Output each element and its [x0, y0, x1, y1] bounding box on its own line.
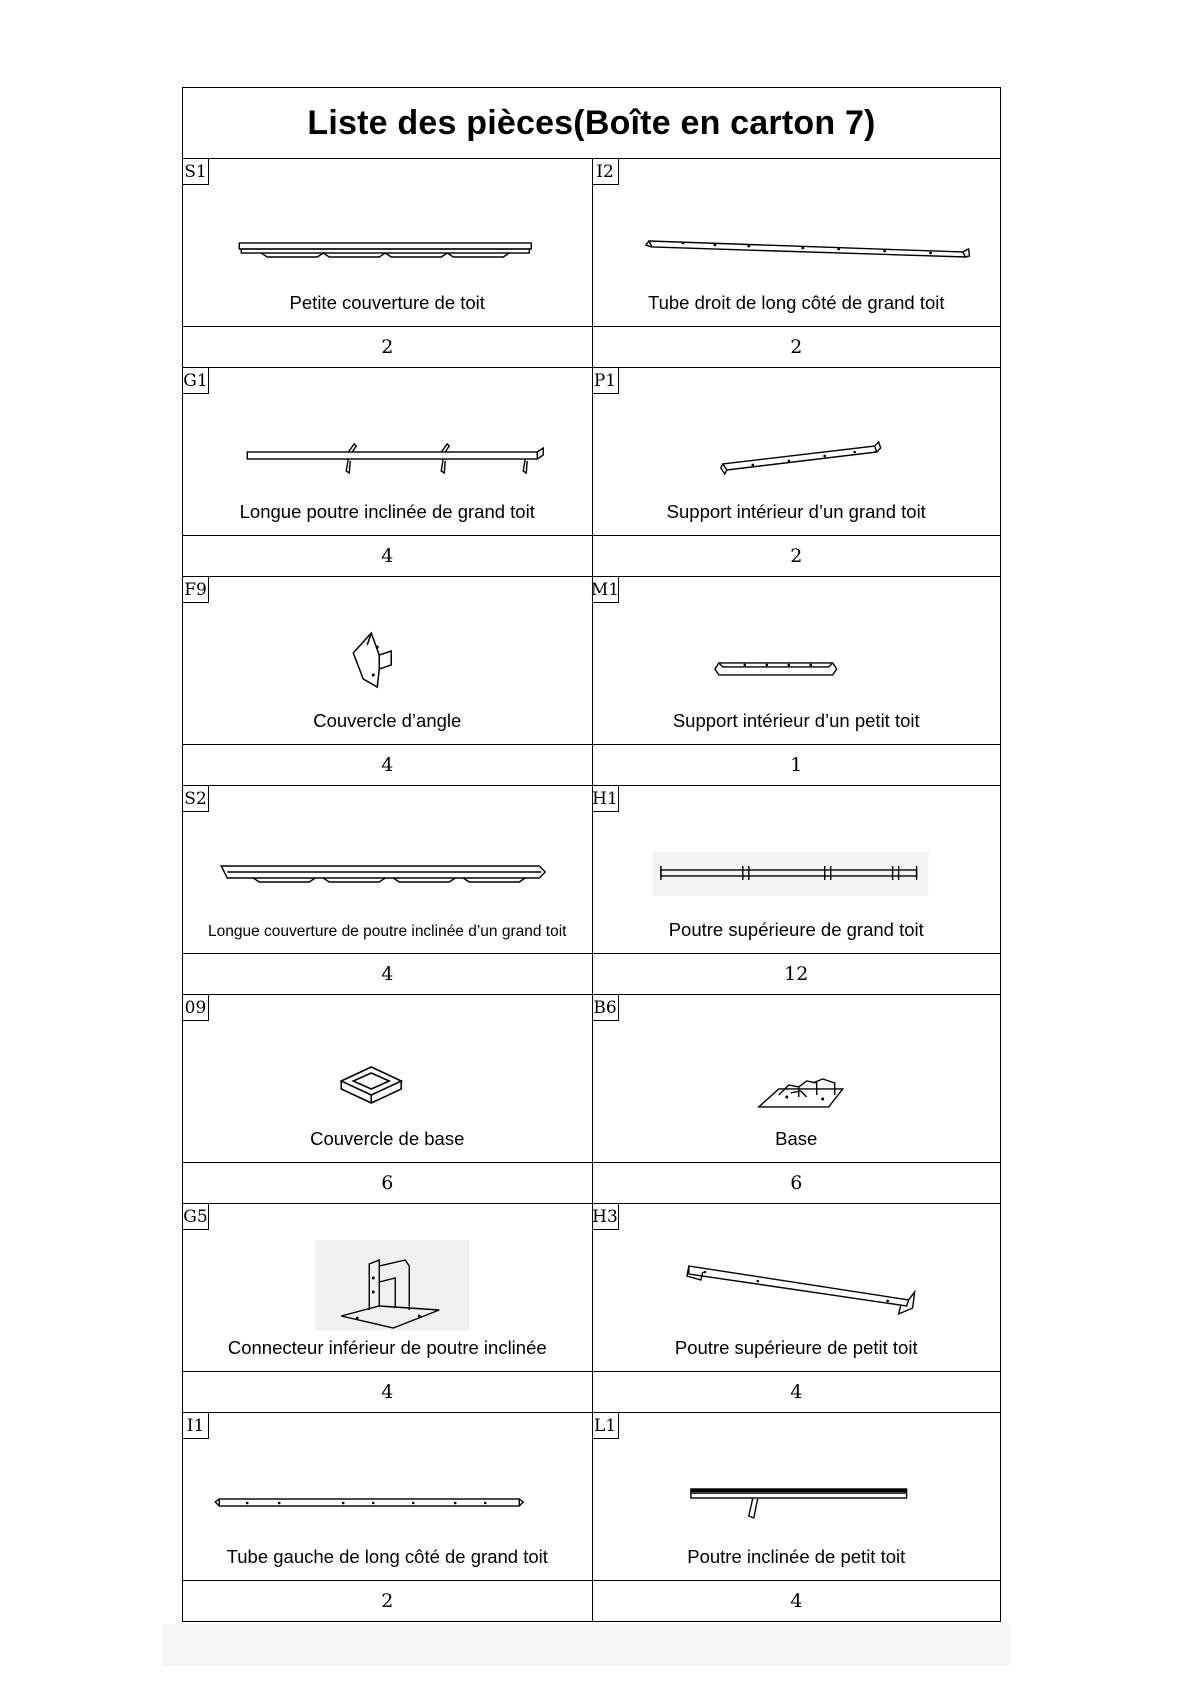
part-cell-g5 [183, 1204, 592, 1412]
part-code: G1 [183, 368, 209, 394]
part-image-area [593, 1413, 1001, 1581]
part-code: S1 [183, 159, 209, 185]
long-cover-strip-icon [183, 812, 592, 912]
part-image-area [183, 159, 592, 327]
part-cell-h3 [592, 1204, 1001, 1412]
part-image-area [593, 159, 1001, 327]
parts-row [183, 577, 1000, 786]
part-name: Couvercle de base [310, 1128, 465, 1149]
part-cell-i2 [592, 159, 1001, 367]
part-image-area [183, 577, 592, 745]
part-name: Base [775, 1128, 818, 1149]
part-code: G5 [183, 1204, 209, 1230]
part-image-area [183, 1204, 592, 1372]
part-code: H1 [593, 786, 619, 812]
left-tube-icon [183, 1439, 592, 1539]
part-quantity: 2 [790, 545, 803, 567]
small-sloped-beam-icon [593, 1439, 1001, 1539]
part-name: Longue couverture de poutre inclinée d’un grand toit [208, 923, 567, 940]
part-code: P1 [593, 368, 619, 394]
part-cell-g1 [183, 368, 592, 576]
part-cell-l1 [592, 1413, 1001, 1621]
small-top-beam-icon [593, 1230, 1001, 1330]
sloped-beam-icon [183, 394, 592, 494]
part-name: Longue poutre inclinée de grand toit [239, 501, 535, 522]
base-plate-icon [593, 1021, 1001, 1121]
corner-cover-icon [183, 603, 592, 703]
part-quantity: 12 [784, 963, 809, 985]
part-name: Support intérieur d’un petit toit [672, 710, 920, 731]
part-image-area [183, 368, 592, 536]
part-image-area [590, 577, 1001, 745]
part-name: Petite couverture de toit [289, 292, 485, 313]
long-tube-icon [593, 185, 1001, 285]
part-code: F9 [183, 577, 209, 603]
part-code: I1 [183, 1413, 209, 1439]
page-bottom-shade [162, 1624, 1010, 1666]
part-quantity: 6 [381, 1172, 394, 1194]
part-code: L1 [593, 1413, 619, 1439]
parts-row [183, 995, 1000, 1204]
part-image-area [593, 368, 1001, 536]
parts-list-title: Liste des pièces(Boîte en carton 7) [183, 88, 1000, 159]
part-code: B6 [593, 995, 619, 1021]
part-quantity: 4 [381, 963, 394, 985]
part-quantity: 2 [381, 336, 394, 358]
part-cell-b6 [592, 995, 1001, 1203]
part-code: 09 [183, 995, 209, 1021]
part-quantity: 4 [790, 1590, 803, 1612]
part-cell-m1 [592, 577, 1001, 785]
part-cell-h1 [592, 786, 1001, 994]
part-quantity: 4 [790, 1381, 803, 1403]
part-quantity: 2 [790, 336, 803, 358]
part-cell-s1 [183, 159, 592, 367]
part-name: Tube gauche de long côté de grand toit [226, 1546, 548, 1567]
part-name: Poutre supérieure de petit toit [674, 1337, 918, 1358]
part-image-area [183, 786, 592, 954]
part-image-area [593, 995, 1001, 1163]
part-name: Poutre inclinée de petit toit [687, 1546, 906, 1567]
part-quantity: 4 [381, 754, 394, 776]
part-name: Tube droit de long côté de grand toit [647, 292, 945, 313]
part-image-area [593, 1204, 1001, 1372]
part-name: Connecteur inférieur de poutre inclinée [227, 1337, 547, 1358]
part-image-area [183, 995, 592, 1163]
parts-row [183, 1204, 1000, 1413]
part-quantity: 4 [381, 545, 394, 567]
part-cell-f9 [183, 577, 592, 785]
roof-cover-strip-icon [183, 185, 592, 285]
part-cell-p1 [592, 368, 1001, 576]
part-name: Couvercle d’angle [313, 710, 462, 731]
part-image-area [183, 1413, 592, 1581]
part-name: Poutre supérieure de grand toit [668, 919, 924, 940]
channel-support-icon [593, 394, 1001, 494]
parts-row [183, 786, 1000, 995]
parts-row [183, 368, 1000, 577]
parts-row [183, 159, 1000, 368]
part-code: I2 [593, 159, 619, 185]
part-code: H3 [593, 1204, 619, 1230]
part-quantity: 2 [381, 1590, 394, 1612]
part-cell-09 [183, 995, 592, 1203]
part-cell-i1 [183, 1413, 592, 1621]
base-cover-box-icon [183, 1021, 592, 1121]
part-image-area [593, 786, 1001, 954]
part-quantity: 4 [381, 1381, 394, 1403]
parts-list-table [182, 87, 1001, 1622]
part-name: Support intérieur d’un grand toit [666, 501, 926, 522]
top-beam-icon [593, 812, 1001, 912]
part-cell-s2 [183, 786, 592, 994]
parts-row [183, 1413, 1000, 1621]
lower-connector-icon [183, 1230, 592, 1330]
part-code: S2 [183, 786, 209, 812]
short-channel-icon [593, 603, 1001, 703]
part-quantity: 1 [790, 754, 803, 776]
part-quantity: 6 [790, 1172, 803, 1194]
part-code: M1 [593, 577, 619, 603]
